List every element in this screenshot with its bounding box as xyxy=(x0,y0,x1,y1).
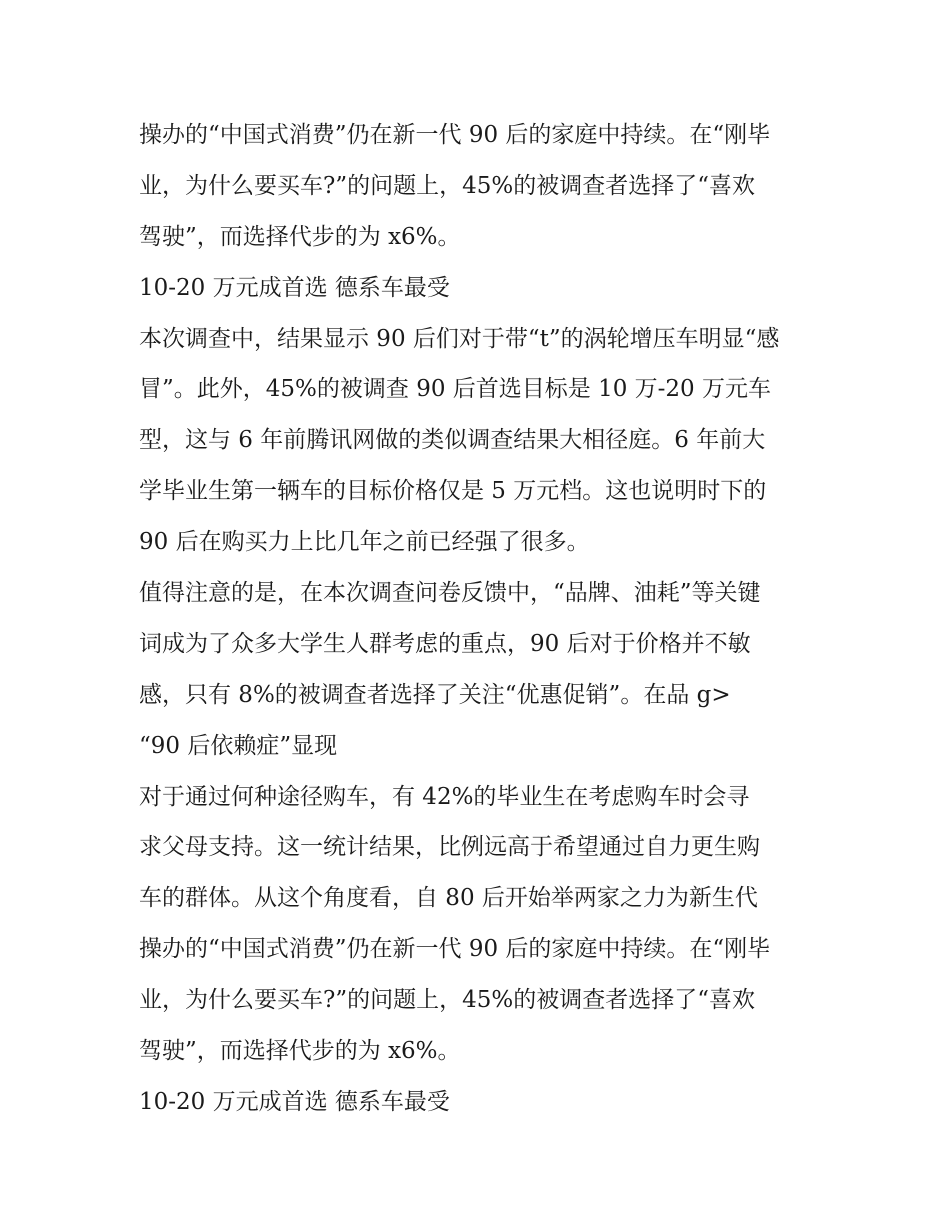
text-line: 驾驶”，而选择代步的为 x6%。 xyxy=(139,223,461,250)
text-line: 车的群体。从这个角度看，自 80 后开始举两家之力为新生代 xyxy=(139,885,758,912)
text-line: 业，为什么要买车?”的问题上，45%的被调查者选择了“喜欢 xyxy=(139,987,755,1014)
document-body xyxy=(139,110,819,1128)
text-line: 本次调查中，结果显示 90 后们对于带“t”的涡轮增压车明显“感 xyxy=(139,325,780,352)
section-heading: “90 后依赖症”显现 xyxy=(139,732,338,759)
text-line: 操办的“中国式消费”仍在新一代 90 后的家庭中持续。在“刚毕 xyxy=(139,936,771,963)
text-line: 型，这与 6 年前腾讯网做的类似调查结果大相径庭。6 年前大 xyxy=(139,427,766,454)
text-line: 值得注意的是，在本次调查问卷反馈中，“品牌、油耗”等关键 xyxy=(139,580,761,607)
text-line: 业，为什么要买车?”的问题上，45%的被调查者选择了“喜欢 xyxy=(139,172,755,199)
text-line: 冒”。此外，45%的被调查 90 后首选目标是 10 万-20 万元车 xyxy=(139,376,772,403)
text-line: 操办的“中国式消费”仍在新一代 90 后的家庭中持续。在“刚毕 xyxy=(139,122,771,148)
section-heading: 10-20 万元成首选 德系车最受 xyxy=(139,1088,450,1115)
text-line: 对于通过何种途径购车，有 42%的毕业生在考虑购车时会寻 xyxy=(139,783,750,810)
text-line: 驾驶”，而选择代步的为 x6%。 xyxy=(139,1038,461,1065)
text-line: 词成为了众多大学生人群考虑的重点，90 后对于价格并不敏 xyxy=(139,630,751,657)
text-line: 求父母支持。这一统计结果，比例远高于希望通过自力更生购 xyxy=(139,834,760,861)
section-heading: 10-20 万元成首选 德系车最受 xyxy=(139,274,450,301)
text-line: 90 后在购买力上比几年之前已经强了很多。 xyxy=(139,529,590,556)
text-line: 学毕业生第一辆车的目标价格仅是 5 万元档。这也说明时下的 xyxy=(139,478,767,505)
text-line: 感，只有 8%的被调查者选择了关注“优惠促销”。在品 g> xyxy=(139,681,731,708)
